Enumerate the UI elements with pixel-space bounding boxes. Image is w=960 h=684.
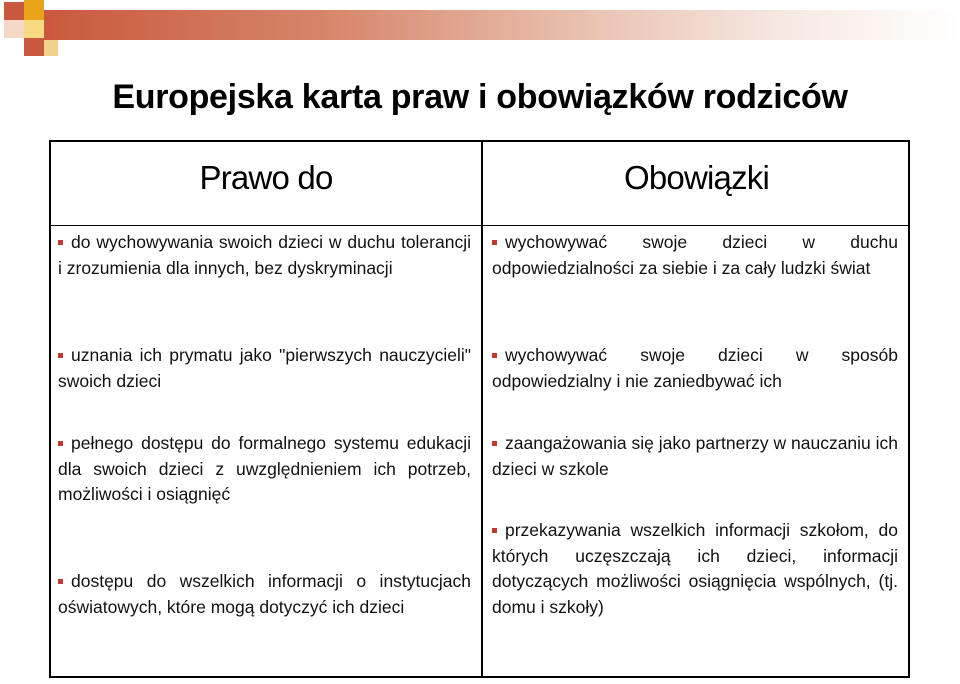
list-item: pełnego dostępu do formalnego systemu edukacji dla swoich dzieci z uwzględnieniem ich potrzeb, możliwości i osiągnięć	[58, 433, 471, 504]
list-item: dostępu do wszelkich informacji o instytucjach oświatowych, które mogą dotyczyć ich dzieci	[58, 571, 471, 617]
bullet-icon	[58, 579, 63, 584]
column-divider	[481, 142, 483, 676]
bullet-icon	[58, 240, 63, 245]
bullet-icon	[58, 441, 63, 446]
deco-square	[24, 38, 44, 56]
gradient-bar	[44, 10, 960, 40]
bullet-icon	[492, 528, 497, 533]
bullet-icon	[492, 441, 497, 446]
page-title: Europejska karta praw i obowiązków rodziców	[112, 78, 848, 116]
list-item: wychowywać swoje dzieci w duchu odpowiedzialności za siebie i za cały ludzki świat	[492, 232, 898, 278]
deco-square	[4, 2, 24, 20]
bullet-icon	[492, 353, 497, 358]
deco-square	[4, 20, 24, 38]
header-divider	[51, 225, 908, 226]
header-decoration	[0, 0, 960, 60]
list-item: przekazywania wszelkich informacji szkołom, do których uczęszczają ich dzieci, informacji dotyczących możliwości osiągnięcia wspólnych, (tj. domu i szkoły)	[492, 520, 898, 617]
rights-duties-table	[49, 140, 910, 678]
left-column-header: Prawo do	[199, 159, 333, 196]
deco-square	[44, 38, 58, 56]
list-item: uznania ich prymatu jako "pierwszych nauczycieli" swoich dzieci	[58, 345, 471, 391]
list-item: do wychowywania swoich dzieci w duchu tolerancji i zrozumienia dla innych, bez dyskryminacji	[58, 232, 471, 278]
bullet-icon	[492, 240, 497, 245]
deco-square	[24, 0, 44, 20]
list-item: wychowywać swoje dzieci w sposób odpowiedzialny i nie zaniedbywać ich	[492, 345, 898, 391]
right-column-header: Obowiązki	[623, 159, 770, 196]
deco-square	[24, 20, 44, 38]
bullet-icon	[58, 353, 63, 358]
list-item: zaangażowania się jako partnerzy w nauczaniu ich dzieci w szkole	[492, 433, 899, 479]
